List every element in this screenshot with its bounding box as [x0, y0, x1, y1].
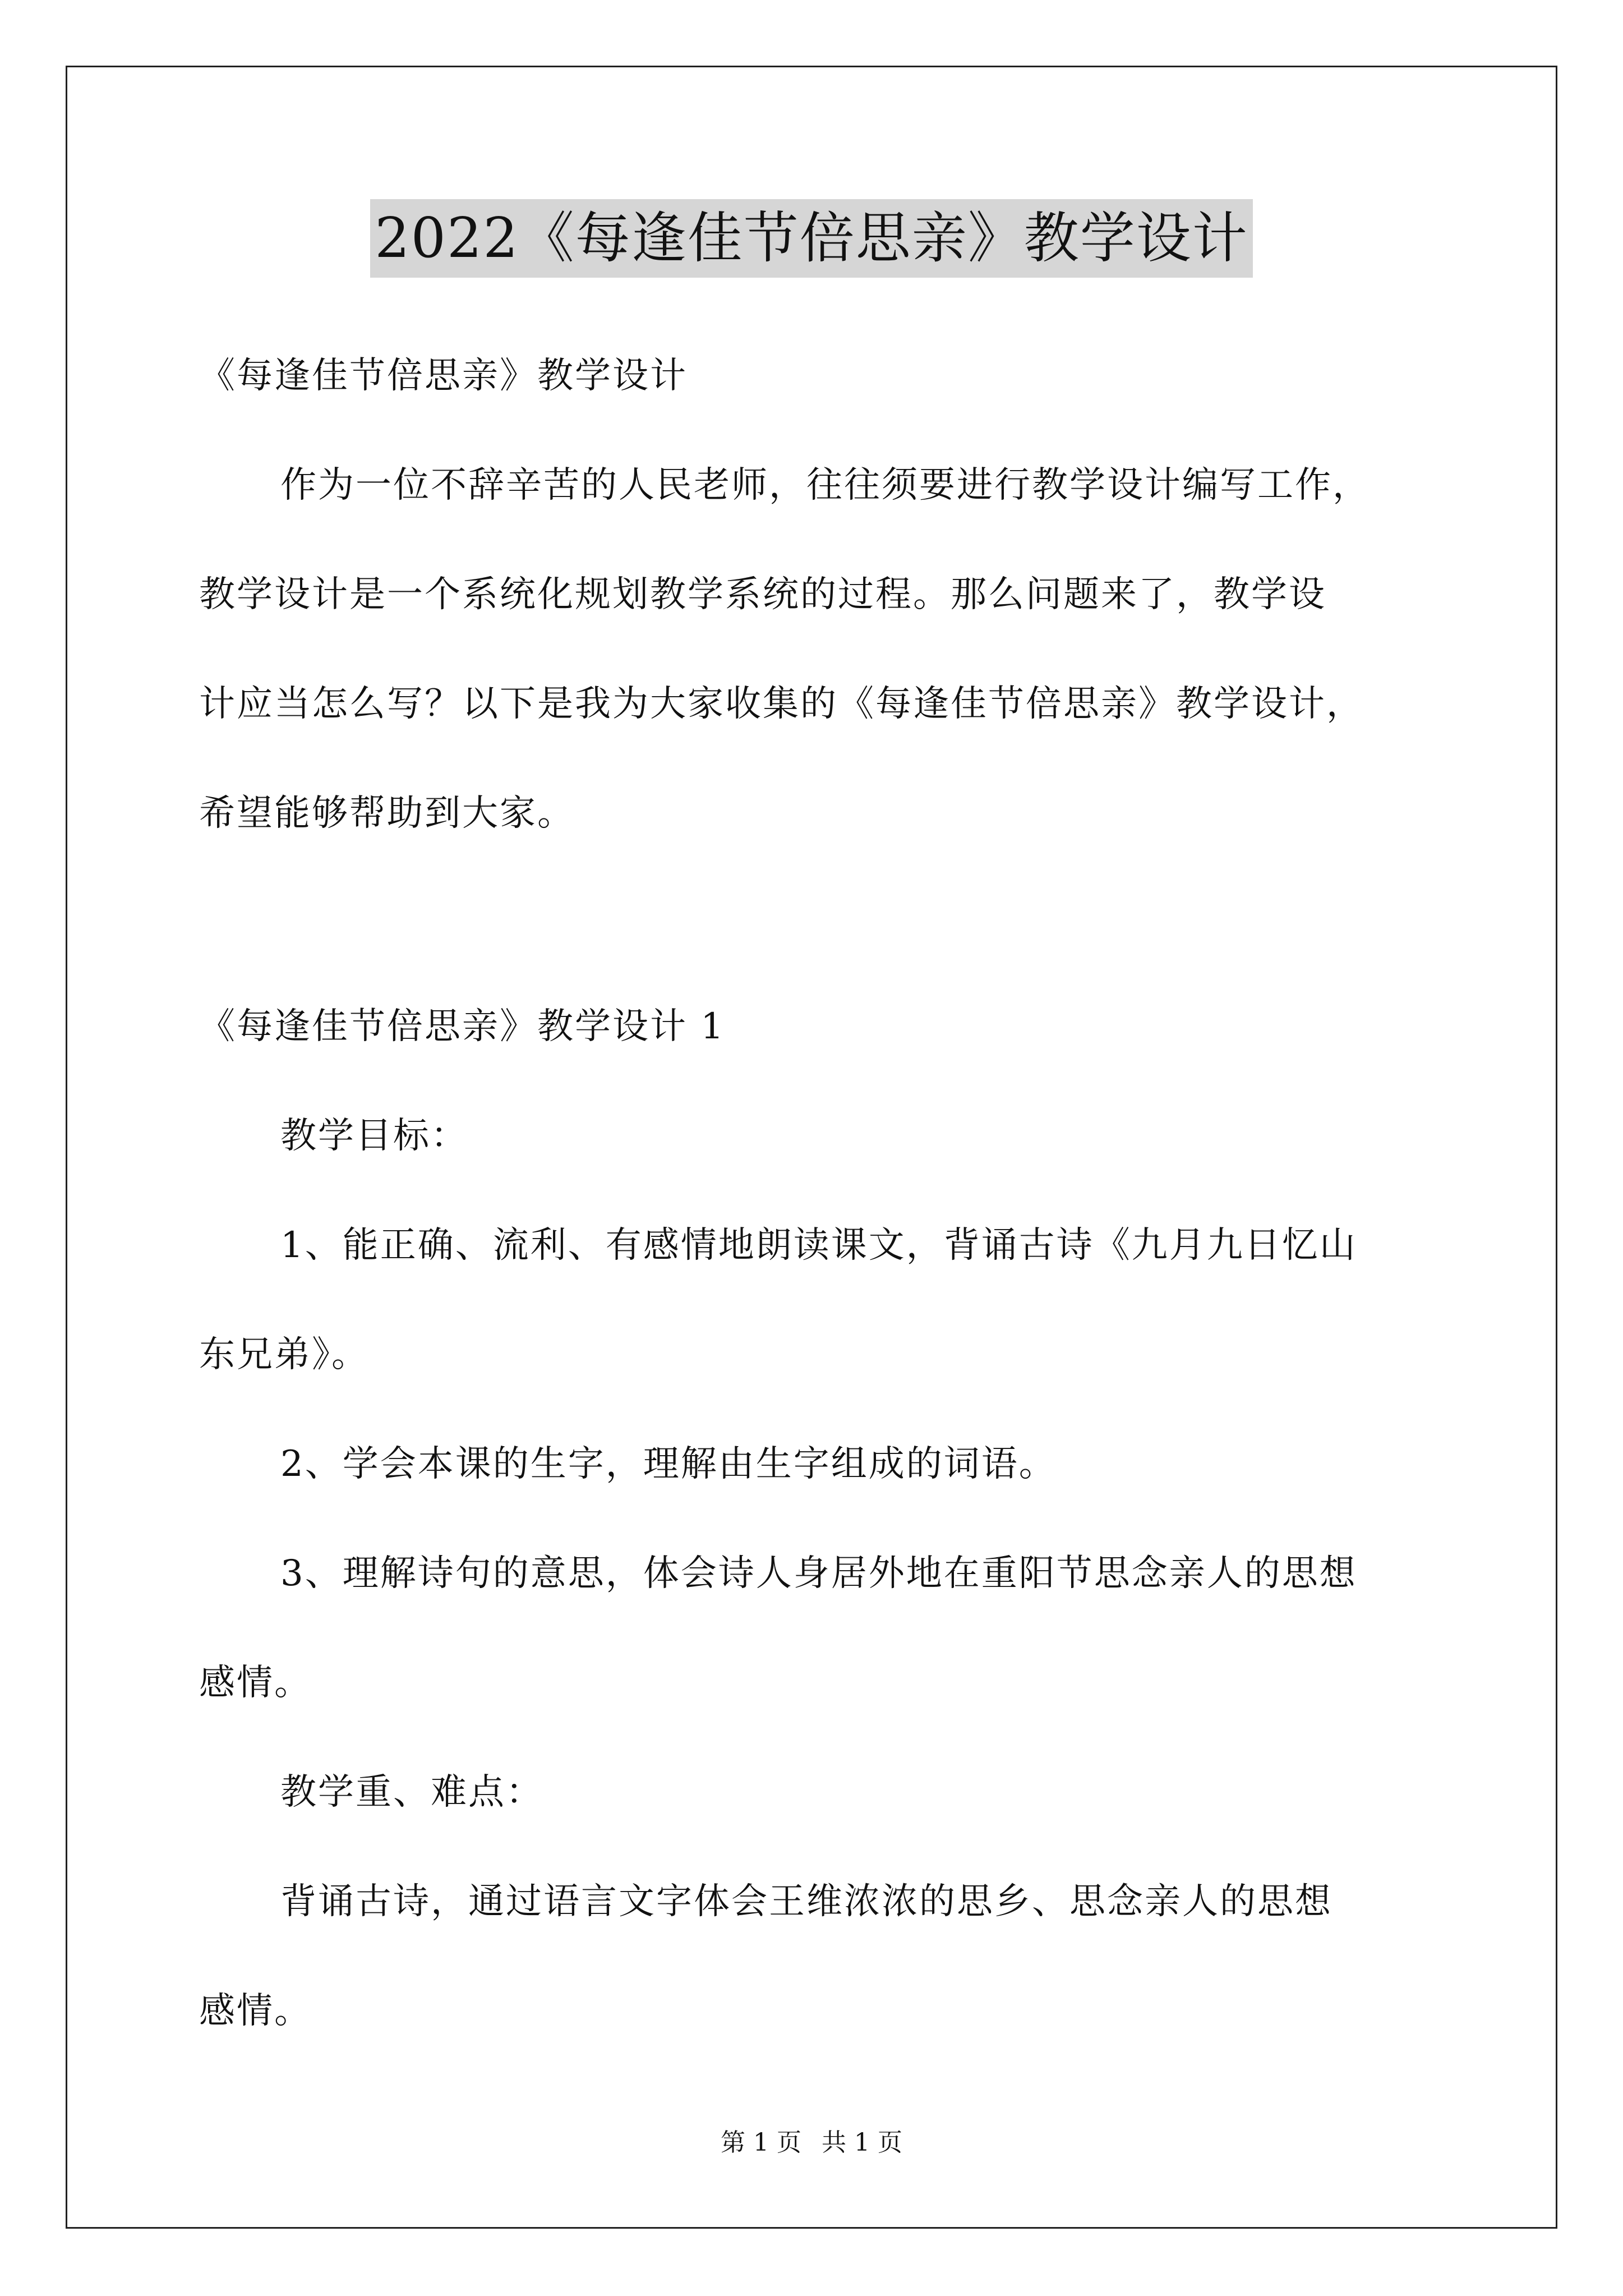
key-points-line-2: 感情。: [199, 1990, 312, 2032]
subtitle-line: 《每逢佳节倍思亲》教学设计: [199, 355, 688, 397]
intro-line-3: 计应当怎么写？以下是我为大家收集的《每逢佳节倍思亲》教学设计，: [199, 683, 1364, 725]
key-points-label: 教学重、难点：: [280, 1772, 543, 1813]
title-container: [0, 199, 1623, 278]
section-heading: 《每逢佳节倍思亲》教学设计 1: [199, 1006, 726, 1047]
intro-line-4: 希望能够帮助到大家。: [199, 793, 575, 834]
page-footer: [0, 2126, 1623, 2160]
objective-3-line-1: 3、理解诗句的意思，体会诗人身居外地在重阳节思念亲人的思想: [280, 1553, 1357, 1594]
page-total: 共 1 页: [822, 2128, 902, 2157]
intro-line-2: 教学设计是一个系统化规划教学系统的过程。那么问题来了，教学设: [199, 574, 1326, 615]
objective-1-line-2: 东兄弟》。: [199, 1334, 369, 1375]
objective-2: 2、学会本课的生字，理解由生字组成的词语。: [280, 1443, 1057, 1485]
page-number: 第 1 页: [721, 2128, 801, 2157]
key-points-line-1: 背诵古诗，通过语言文字体会王维浓浓的思乡、思念亲人的思想: [280, 1881, 1332, 1922]
intro-line-1: 作为一位不辞辛苦的人民老师，往往须要进行教学设计编写工作，: [280, 464, 1370, 506]
document-title: 2022《每逢佳节倍思亲》教学设计: [370, 199, 1252, 278]
objective-1-line-1: 1、能正确、流利、有感情地朗读课文，背诵古诗《九月九日忆山: [280, 1225, 1357, 1266]
objective-3-line-2: 感情。: [199, 1662, 312, 1704]
objectives-label: 教学目标：: [280, 1115, 468, 1157]
